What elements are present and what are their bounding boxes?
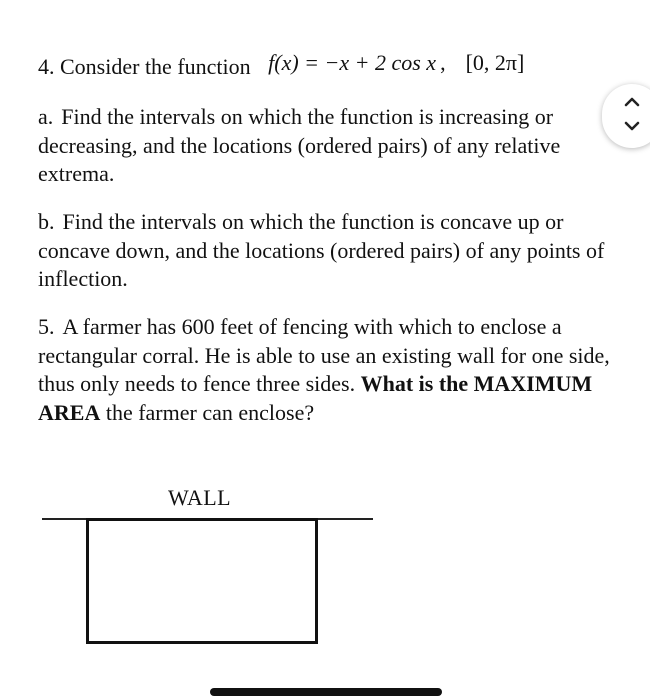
part-b-text: Find the intervals on which the function is concave up or concave down, and the locations (ordered pairs) of any points of inflection. bbox=[38, 209, 605, 292]
question-5-label: 5. bbox=[38, 314, 55, 339]
wall-label: WALL bbox=[168, 485, 232, 510]
question-5-tail: the farmer can enclose? bbox=[105, 399, 315, 425]
corral-rectangle bbox=[86, 518, 318, 644]
part-a-label: a. bbox=[38, 104, 54, 129]
question-5 bbox=[38, 313, 613, 427]
page-nav-control bbox=[602, 84, 650, 148]
question-4-lead: 4. Consider the function bbox=[38, 54, 251, 79]
part-b bbox=[38, 208, 613, 294]
formula-separator: , bbox=[440, 50, 446, 75]
part-a bbox=[38, 103, 613, 189]
chevron-down-icon[interactable] bbox=[622, 116, 642, 136]
chevron-up-icon[interactable] bbox=[622, 92, 642, 112]
domain-interval: [0, 2π] bbox=[465, 50, 525, 75]
function-formula bbox=[268, 50, 436, 75]
question-4-header bbox=[38, 50, 525, 79]
part-a-text: Find the intervals on which the function is increasing or decreasing, and the locations (ordered pairs) of any relative extrema. bbox=[38, 104, 561, 187]
question-5-text: A farmer has 600 feet of fencing with which to enclose a rectangular corral. He is able to use an existing wall for one side, thus only needs to fence three sides. bbox=[38, 314, 610, 397]
home-indicator[interactable] bbox=[210, 688, 442, 696]
formula-lhs: f(x) = bbox=[268, 50, 325, 75]
formula-rhs: −x + 2 cos x bbox=[324, 50, 437, 75]
question-5-bold: What is the MAXIMUM AREA bbox=[38, 371, 593, 425]
part-b-label: b. bbox=[38, 209, 55, 234]
